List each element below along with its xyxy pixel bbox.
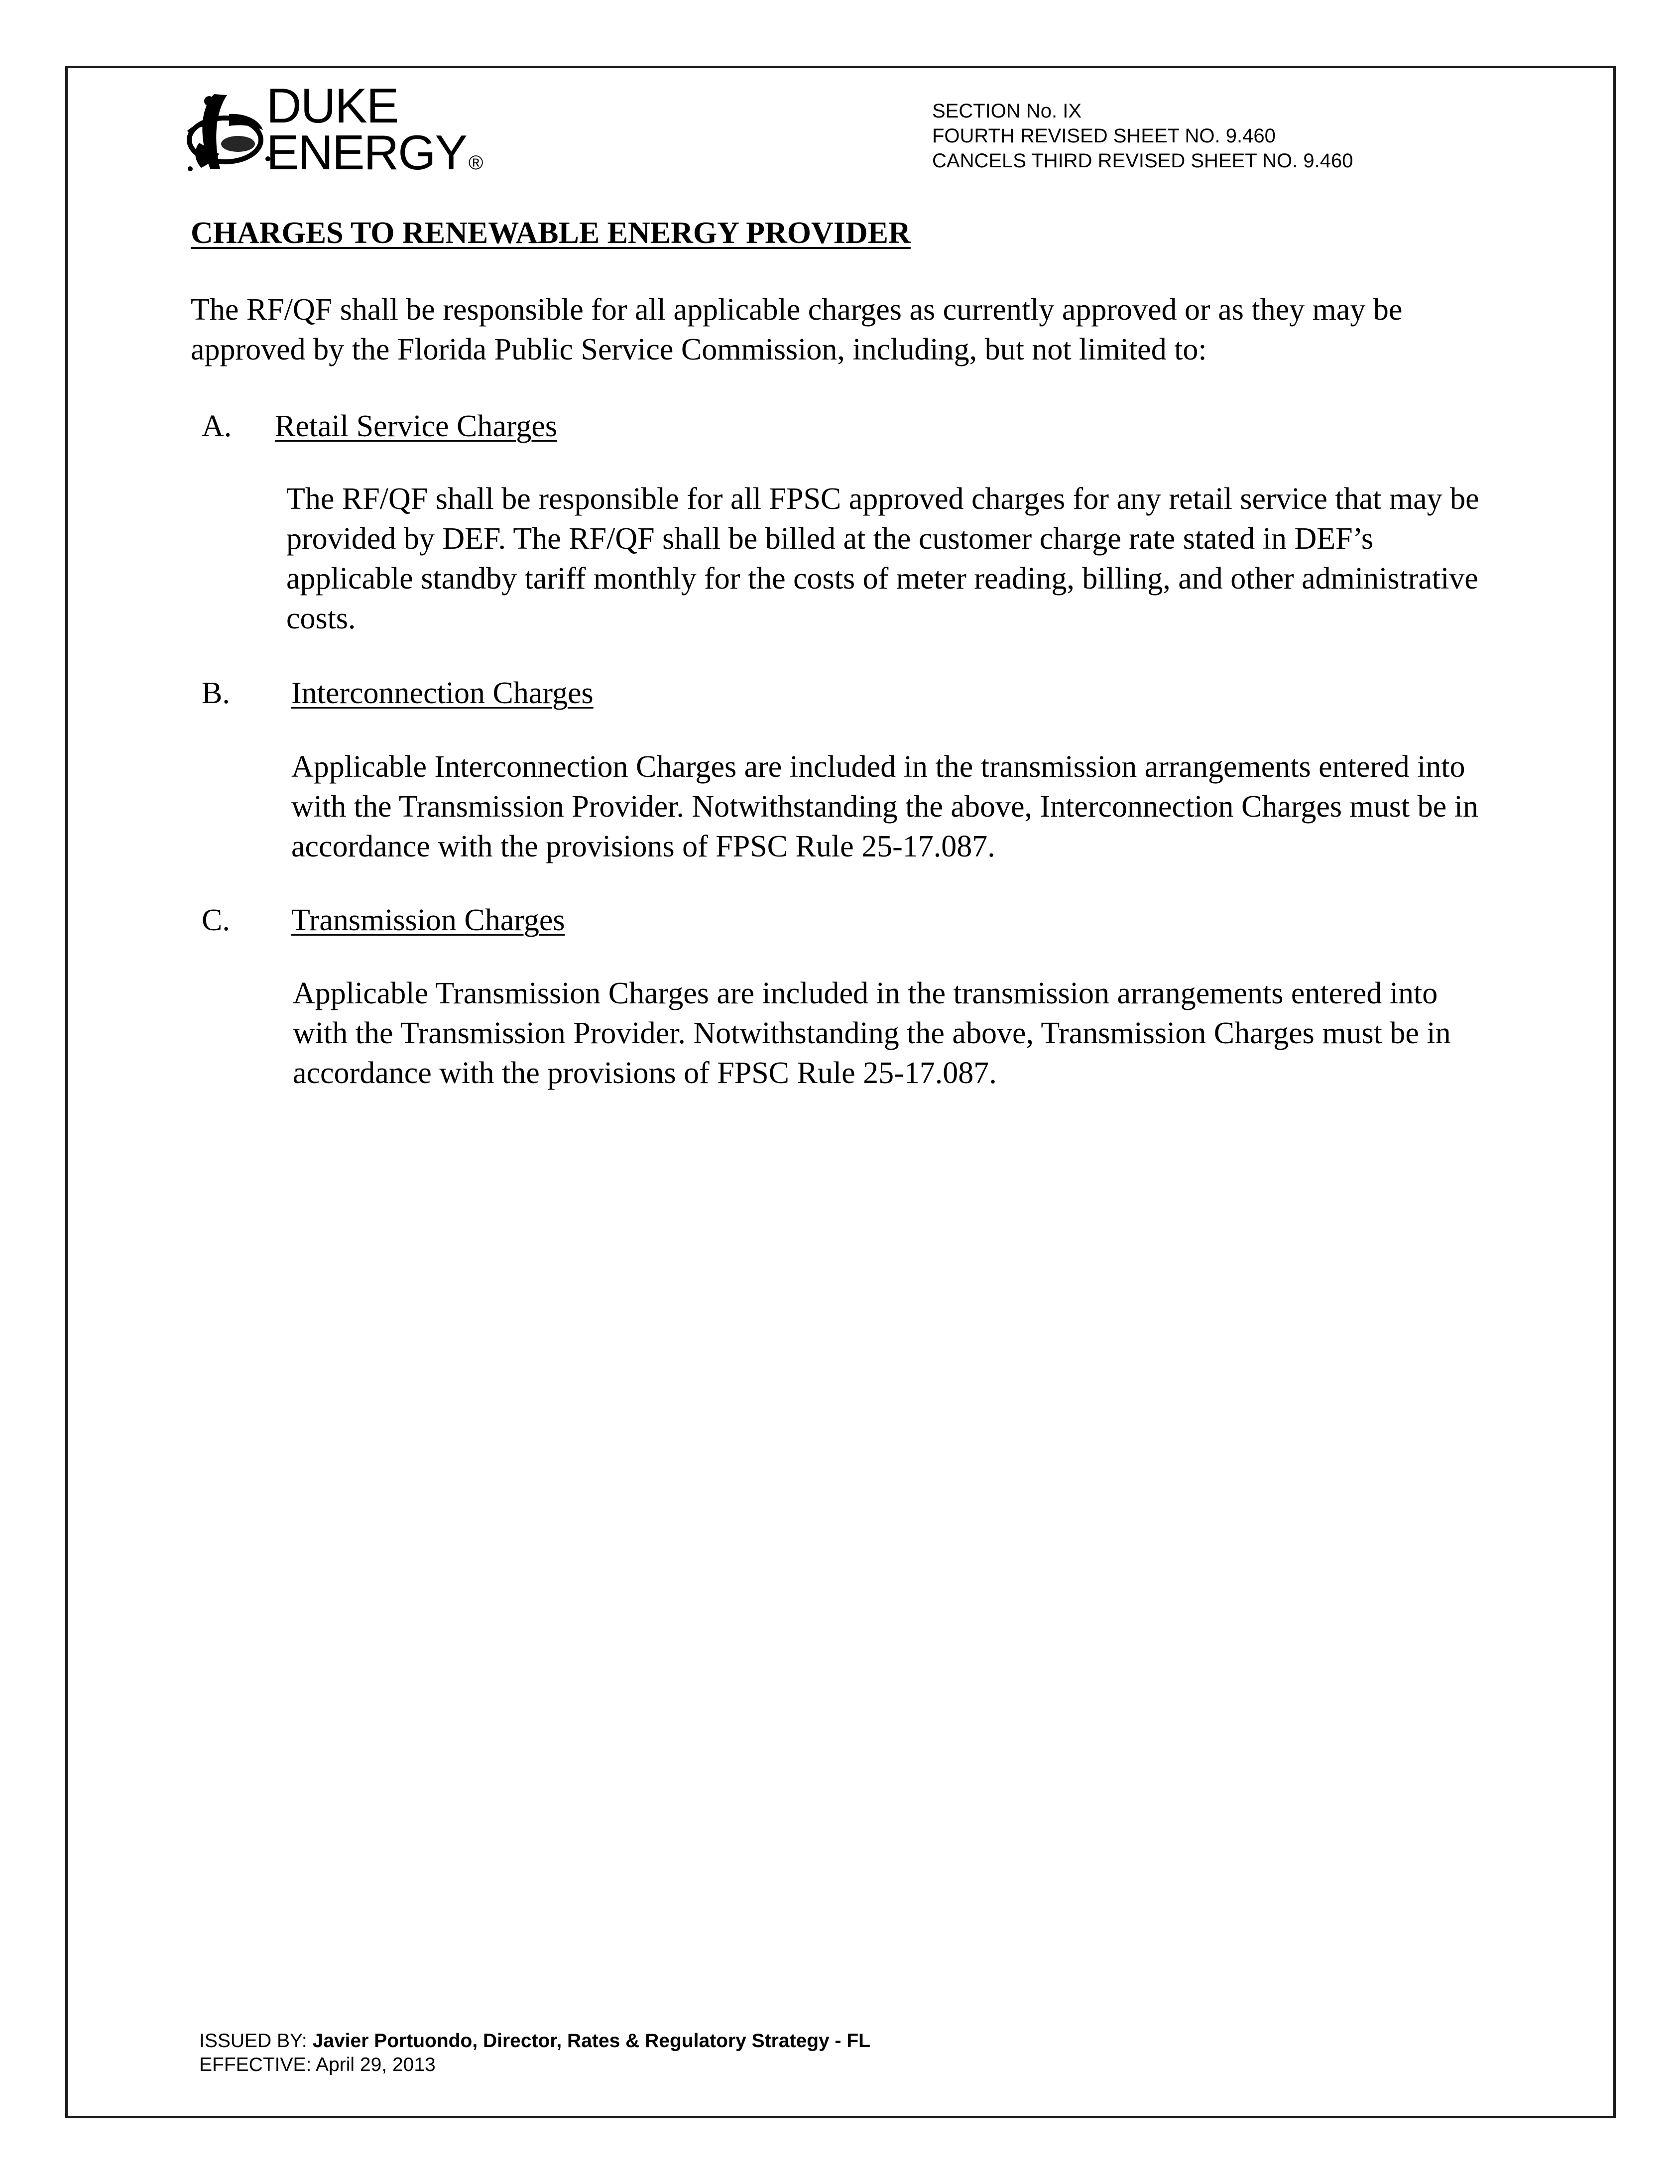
item-a-body: The RF/QF shall be responsible for all FPSC approved charges for any retail service that may be provided by DEF. The RF/QF shall be billed at the customer charge rate stated in DEF’s applicable standby tariff monthly for the costs of meter reading, billing, and other administrative costs. — [286, 482, 1479, 635]
item-c-heading: Transmission Charges — [291, 903, 565, 937]
footer — [199, 2029, 870, 2077]
logo-wordmark — [266, 78, 482, 186]
sheet-number: FOURTH REVISED SHEET NO. 9.460 — [932, 125, 1276, 147]
intro-paragraph: The RF/QF shall be responsible for all applicable charges as currently approved or as they may be approved by the Florida Public Service Commission, including, but not limited to: — [191, 293, 1403, 366]
item-c-body: Applicable Transmission Charges are included in the transmission arrangements entered into with the Transmission Provider. Notwithstanding the above, Transmission Charges must be in accordance with the provisions of FPSC Rule 25-17.087. — [293, 976, 1451, 1090]
issued-by-value: Javier Portuondo, Director, Rates & Regulatory Strategy - FL — [312, 2030, 871, 2052]
item-c-letter: C. — [202, 903, 230, 937]
logo-line-2: ENERGY ® — [266, 125, 482, 180]
item-a-heading: Retail Service Charges — [275, 409, 558, 443]
effective-date: April 29, 2013 — [316, 2054, 436, 2075]
issued-by-label: ISSUED BY: — [199, 2030, 307, 2052]
page-title: CHARGES TO RENEWABLE ENERGY PROVIDER — [191, 216, 911, 250]
item-b-letter: B. — [202, 676, 230, 710]
section-number: SECTION No. IX — [932, 100, 1082, 122]
section-info — [932, 99, 1353, 173]
registered-mark: ® — [468, 152, 482, 174]
item-b-body: Applicable Interconnection Charges are included in the transmission arrangements entered into with the Transmission Provider. Notwithstanding the above, Interconnection Charges must be in accordance with the provisions of FPSC Rule 25-17.087. — [291, 750, 1478, 863]
duke-energy-globe-icon — [179, 84, 274, 179]
item-a-letter: A. — [202, 409, 232, 443]
cancels-sheet: CANCELS THIRD REVISED SHEET NO. 9.460 — [932, 150, 1353, 172]
duke-energy-logo — [179, 78, 488, 182]
logo-line-1: DUKE — [266, 78, 398, 133]
effective-label: EFFECTIVE: — [199, 2054, 312, 2075]
item-b-heading: Interconnection Charges — [291, 676, 594, 710]
issued-by-line — [199, 2029, 870, 2053]
effective-line — [199, 2053, 870, 2077]
